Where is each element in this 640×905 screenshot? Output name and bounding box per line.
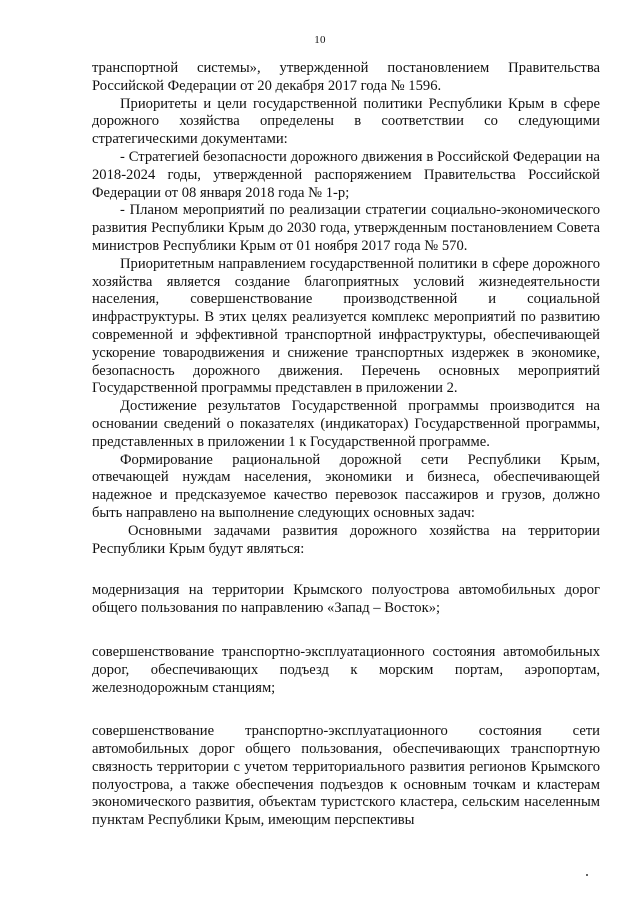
paragraph-results: Достижение результатов Государственной программы производится на основании сведений о показателях (индикаторах) Государственной программы, представленных в приложении 1 к Государственной программе. — [92, 398, 600, 450]
task-item-modernization: модернизация на территории Крымского полуострова автомобильных дорог общего пользования по направлению «Запад – Восток»; — [92, 582, 600, 617]
document-body — [92, 60, 600, 830]
paragraph-road-network: Формирование рациональной дорожной сети Республики Крым, отвечающей нуждам населения, экономики и бизнеса, обеспечивающей надежное и предсказуемое качество перевозок пассажиров и грузов, должно быть направлено на выполнение следующих основных задач: — [92, 451, 600, 521]
scan-mark — [586, 874, 588, 876]
paragraph-main-tasks: Основными задачами развития дорожного хозяйства на территории Республики Крым будут являться: — [92, 522, 600, 557]
task-item-network: совершенствование транспортно-эксплуатационного состояния сети автомобильных дорог общего пользования, обеспечивающих транспортную связность территории с учетом территориального развития регионов Крымского полуострова, а также обеспечения подъездов к основным точкам и кластерам экономического развития, объектам туристского кластера, сельским населенным пунктам Республики Крым, имеющим перспективы — [92, 723, 600, 829]
list-item-plan: - Планом мероприятий по реализации стратегии социально-экономического развития Республики Крым до 2030 года, утвержденным постановлением Совета министров Республики Крым от 01 ноября 2017 года № 570. — [92, 202, 600, 254]
paragraph-priorities: Приоритеты и цели государственной политики Республики Крым в сфере дорожного хозяйства определены в соответствии со следующими стратегическими документами: — [92, 95, 600, 148]
paragraph-priority-direction: Приоритетным направлением государственной политики в сфере дорожного хозяйства является создание благоприятных условий жизнедеятельности населения, совершенствование производственной и социальной инфраструктуры. В этих целях реализуется комплекс мероприятий по развитию современной и эффективной транспортной инфраструктуры, обеспечивающей ускорение товародвижения и снижение транспортных издержек в экономике, безопасность дорожного движения. Перечень основных мероприятий Государственной программы представлен в приложении 2. — [92, 255, 600, 397]
paragraph-continuation: транспортной системы», утвержденной постановлением Правительства Российской Федерации от 20 декабря 2017 года № 1596. — [92, 60, 600, 94]
task-item-ports: совершенствование транспортно-эксплуатационного состояния автомобильных дорог, обеспечивающих подъезд к морским портам, аэропортам, железнодорожным станциям; — [92, 643, 600, 696]
list-item-strategy: - Стратегией безопасности дорожного движения в Российской Федерации на 2018-2024 годы, утвержденной распоряжением Правительства Российской Федерации от 08 января 2018 года № 1-р; — [92, 148, 600, 201]
page-number: 10 — [314, 34, 326, 46]
